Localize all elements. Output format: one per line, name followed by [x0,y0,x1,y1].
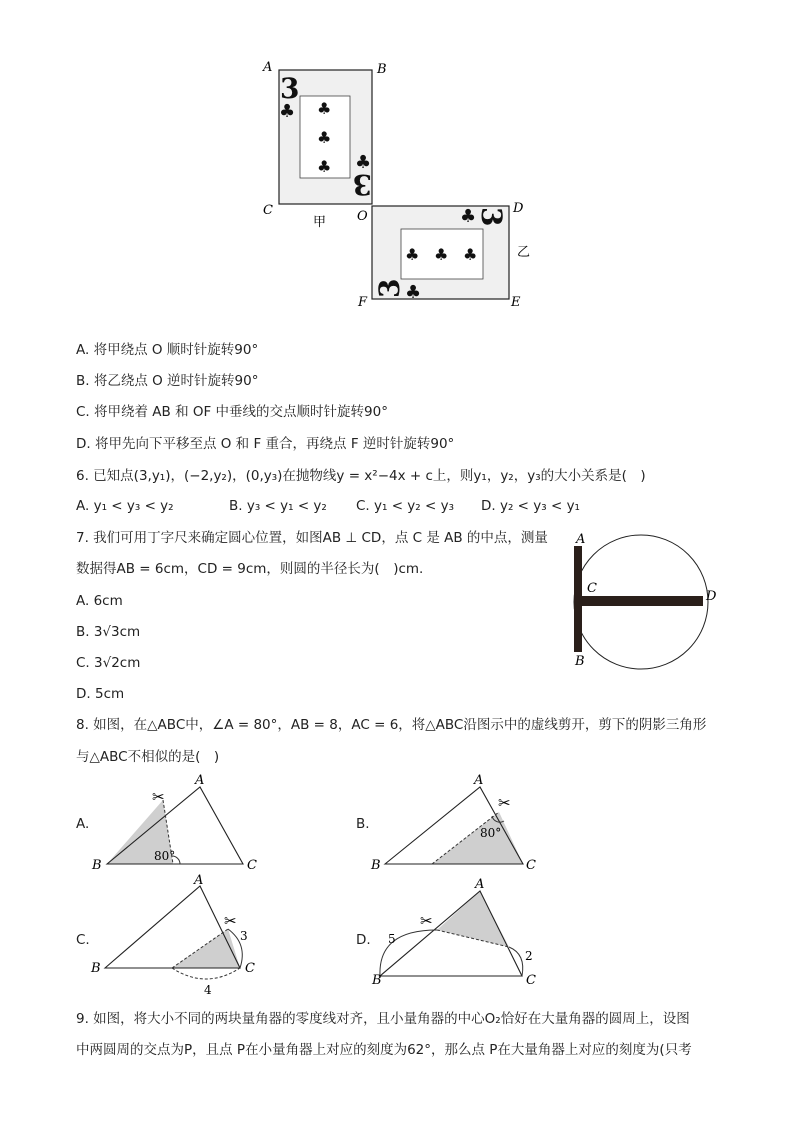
t-square-circle-figure [560,530,730,675]
q8-figure-b [368,772,548,877]
card-yi-rank-inverted: 3 [373,278,406,298]
q9-stem-line1: 9. 如图，将大小不同的两块量角器的零度线对齐，且小量角器的中心O₂恰好在大量角器的圆周上，设图 [76,1011,690,1027]
club-icon: ♣ [317,157,332,176]
scissors-icon: ✂ [224,912,237,930]
card-jia-rank-inverted: 3 [352,168,372,201]
club-icon: ♣ [434,245,449,264]
point-label-a: A [475,877,485,892]
scissors-icon: ✂ [420,912,433,930]
q8-figure-c [88,872,268,1002]
point-label-c: C [245,961,255,976]
dimension-arc-2 [509,947,523,976]
point-label-o: O [357,209,368,224]
q6-stem: 6. 已知点(3,y₁)，(−2,y₂)，(0,y₃)在抛物线y = x²−4x + c上，则y₁，y₂，y₃的大小关系是( ) [76,468,646,484]
q6-option-d[interactable]: D. y₂ < y₃ < y₁ [481,498,580,514]
club-icon: ♣ [405,282,422,303]
q7-option-d[interactable]: D. 5cm [76,686,125,702]
club-icon: ♣ [405,245,420,264]
point-label-b: B [92,858,102,873]
point-label-a: A [474,773,484,788]
point-label-b: B [371,858,381,873]
q8-stem-line2: 与△ABC不相似的是( ) [76,749,220,765]
point-label-b: B [377,62,387,77]
length-label-2: 2 [525,949,533,963]
angle-label: 80° [480,826,502,840]
q7-option-a[interactable]: A. 6cm [76,593,123,609]
card-jia-rank: 3 [280,72,300,105]
card-label-jia: 甲 [313,215,327,230]
club-icon: ♣ [279,101,296,122]
q5-option-c[interactable]: C. 将甲绕着 AB 和 OF 中垂线的交点顺时针旋转90° [76,404,388,420]
q7-stem-line1: 7. 我们可用丁字尺来确定圆心位置，如图AB ⊥ CD，点 C 是 AB 的中点，测量 [76,530,548,546]
scissors-icon: ✂ [152,788,165,806]
t-square-vertical-bar [574,546,582,652]
club-icon: ♣ [317,128,332,147]
point-label-c: C [526,973,536,988]
q5-option-a[interactable]: A. 将甲绕点 O 顺时针旋转90° [76,342,259,358]
length-label-3: 3 [240,929,248,943]
length-label-4: 4 [204,983,212,997]
point-label-a: A [194,873,204,888]
club-icon: ♣ [460,206,477,227]
point-label-b: B [372,973,382,988]
club-icon: ♣ [317,99,332,118]
q6-option-b[interactable]: B. y₃ < y₁ < y₂ [229,498,327,514]
q8-figure-d [368,872,548,997]
t-square-horizontal-bar [582,596,703,606]
point-label-d: D [513,201,524,216]
point-label-d: D [706,589,717,604]
point-label-a: A [195,773,205,788]
shaded-triangle [432,812,523,864]
point-label-b: B [91,961,101,976]
card-yi-rank: 3 [475,207,508,227]
point-label-e: E [511,295,521,310]
club-icon: ♣ [355,152,372,173]
q9-stem-line2: 中两圆周的交点为P，且点 P在小量角器上对应的刻度为62°，那么点 P在大量角器上对应的刻度为(只考 [76,1042,692,1058]
q8-option-b-letter[interactable]: B. [356,816,370,832]
point-label-b: B [575,654,585,669]
q5-option-d[interactable]: D. 将甲先向下平移至点 O 和 F 重合，再绕点 F 逆时针旋转90° [76,436,455,452]
q8-option-c-letter[interactable]: C. [76,932,90,948]
card-rotation-figure [255,55,545,315]
point-label-a: A [263,60,273,75]
q7-stem-line2: 数据得AB = 6cm，CD = 9cm，则圆的半径长为( )cm. [76,561,424,577]
point-label-a: A [576,532,586,547]
dimension-arc-4 [172,968,240,979]
q8-figure-a [88,772,268,877]
point-label-c: C [526,858,536,873]
q8-option-a-letter[interactable]: A. [76,816,90,832]
length-label-5: 5 [388,932,396,946]
q5-option-b[interactable]: B. 将乙绕点 O 逆时针旋转90° [76,373,259,389]
q6-option-a[interactable]: A. y₁ < y₃ < y₂ [76,498,174,514]
point-label-c: C [587,581,597,596]
angle-label: 80° [154,849,176,863]
card-label-yi: 乙 [517,245,531,260]
q8-option-d-letter[interactable]: D. [356,932,371,948]
scissors-icon: ✂ [498,794,511,812]
club-icon: ♣ [463,245,478,264]
point-label-c: C [263,203,273,218]
point-label-c: C [247,858,257,873]
q7-option-b[interactable]: B. 3√3cm [76,624,141,640]
triangle-abc [380,891,522,976]
q7-option-c[interactable]: C. 3√2cm [76,655,141,671]
q8-stem-line1: 8. 如图，在△ABC中，∠A = 80°，AB = 8，AC = 6，将△ABC沿图示中的虚线剪开，剪下的阴影三角形 [76,717,707,733]
shaded-triangle [172,929,240,968]
q6-option-c[interactable]: C. y₁ < y₂ < y₃ [356,498,455,514]
point-label-f: F [358,295,368,310]
